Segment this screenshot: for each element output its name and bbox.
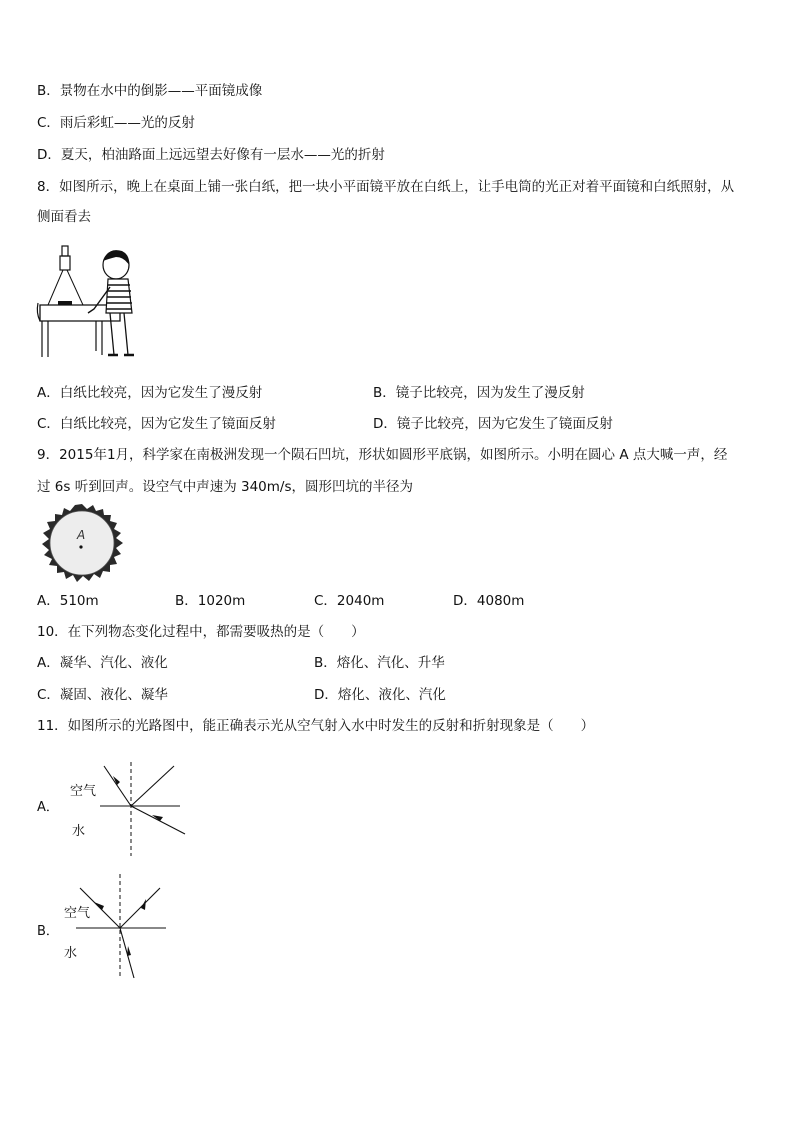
q10-option-b: B．熔化、汽化、升华	[314, 655, 445, 671]
q11-fig-b-water: 水	[64, 946, 78, 961]
q10-option-a: A．凝华、汽化、液化	[37, 655, 168, 671]
q8-option-c: C．白纸比较亮，因为它发生了镜面反射	[37, 416, 276, 432]
q11-figure-a-ray-diagram	[80, 760, 190, 860]
q10-option-c: C．凝固、液化、凝华	[37, 687, 168, 703]
q9-figure-label-a: A	[77, 528, 86, 542]
q8-figure-boy-flashlight	[36, 243, 146, 363]
q9-option-c: C．2040m	[314, 593, 385, 609]
q11-fig-a-water: 水	[72, 824, 86, 839]
q10-option-d: D．熔化、液化、汽化	[314, 687, 446, 703]
q8-stem-line-1: 8．如图所示，晚上在桌面上铺一张白纸，把一块小平面镜平放在白纸上，让手电筒的光正对着平面镜和白纸照射，从	[37, 179, 735, 195]
q9-stem-line-2: 过 6s 听到回声。设空气中声速为 340m/s，圆形凹坑的半径为	[37, 479, 413, 495]
q9-option-b: B．1020m	[175, 593, 246, 609]
q11-fig-a-label: A．	[37, 800, 59, 815]
q9-stem-line-1: 9．2015年1月，科学家在南极洲发现一个陨石凹坑，形状如圆形平底锅，如图所示。小明在圆心 A 点大喊一声，经	[37, 447, 728, 463]
q8-option-a: A．白纸比较亮，因为它发生了漫反射	[37, 385, 263, 401]
q11-figure-b-ray-diagram	[70, 872, 180, 982]
q11-fig-b-air: 空气	[64, 906, 91, 921]
q8-option-b: B．镜子比较亮，因为发生了漫反射	[373, 385, 585, 401]
q10-stem: 10．在下列物态变化过程中，都需要吸热的是（ ）	[37, 624, 365, 640]
q8-stem-line-2: 侧面看去	[37, 209, 91, 225]
q7-option-b: B．景物在水中的倒影——平面镜成像	[37, 83, 263, 99]
q11-fig-a-air: 空气	[70, 784, 97, 799]
q11-stem: 11．如图所示的光路图中，能正确表示光从空气射入水中时发生的反射和折射现象是（ ）	[37, 718, 595, 734]
q7-option-c: C．雨后彩虹——光的反射	[37, 115, 195, 131]
q7-option-d: D．夏天，柏油路面上远远望去好像有一层水——光的折射	[37, 147, 385, 163]
q9-option-d: D．4080m	[453, 593, 525, 609]
q9-option-a: A．510m	[37, 593, 99, 609]
q9-figure-crater	[37, 503, 127, 583]
q8-option-d: D．镜子比较亮，因为它发生了镜面反射	[373, 416, 613, 432]
q11-fig-b-label: B．	[37, 924, 59, 939]
